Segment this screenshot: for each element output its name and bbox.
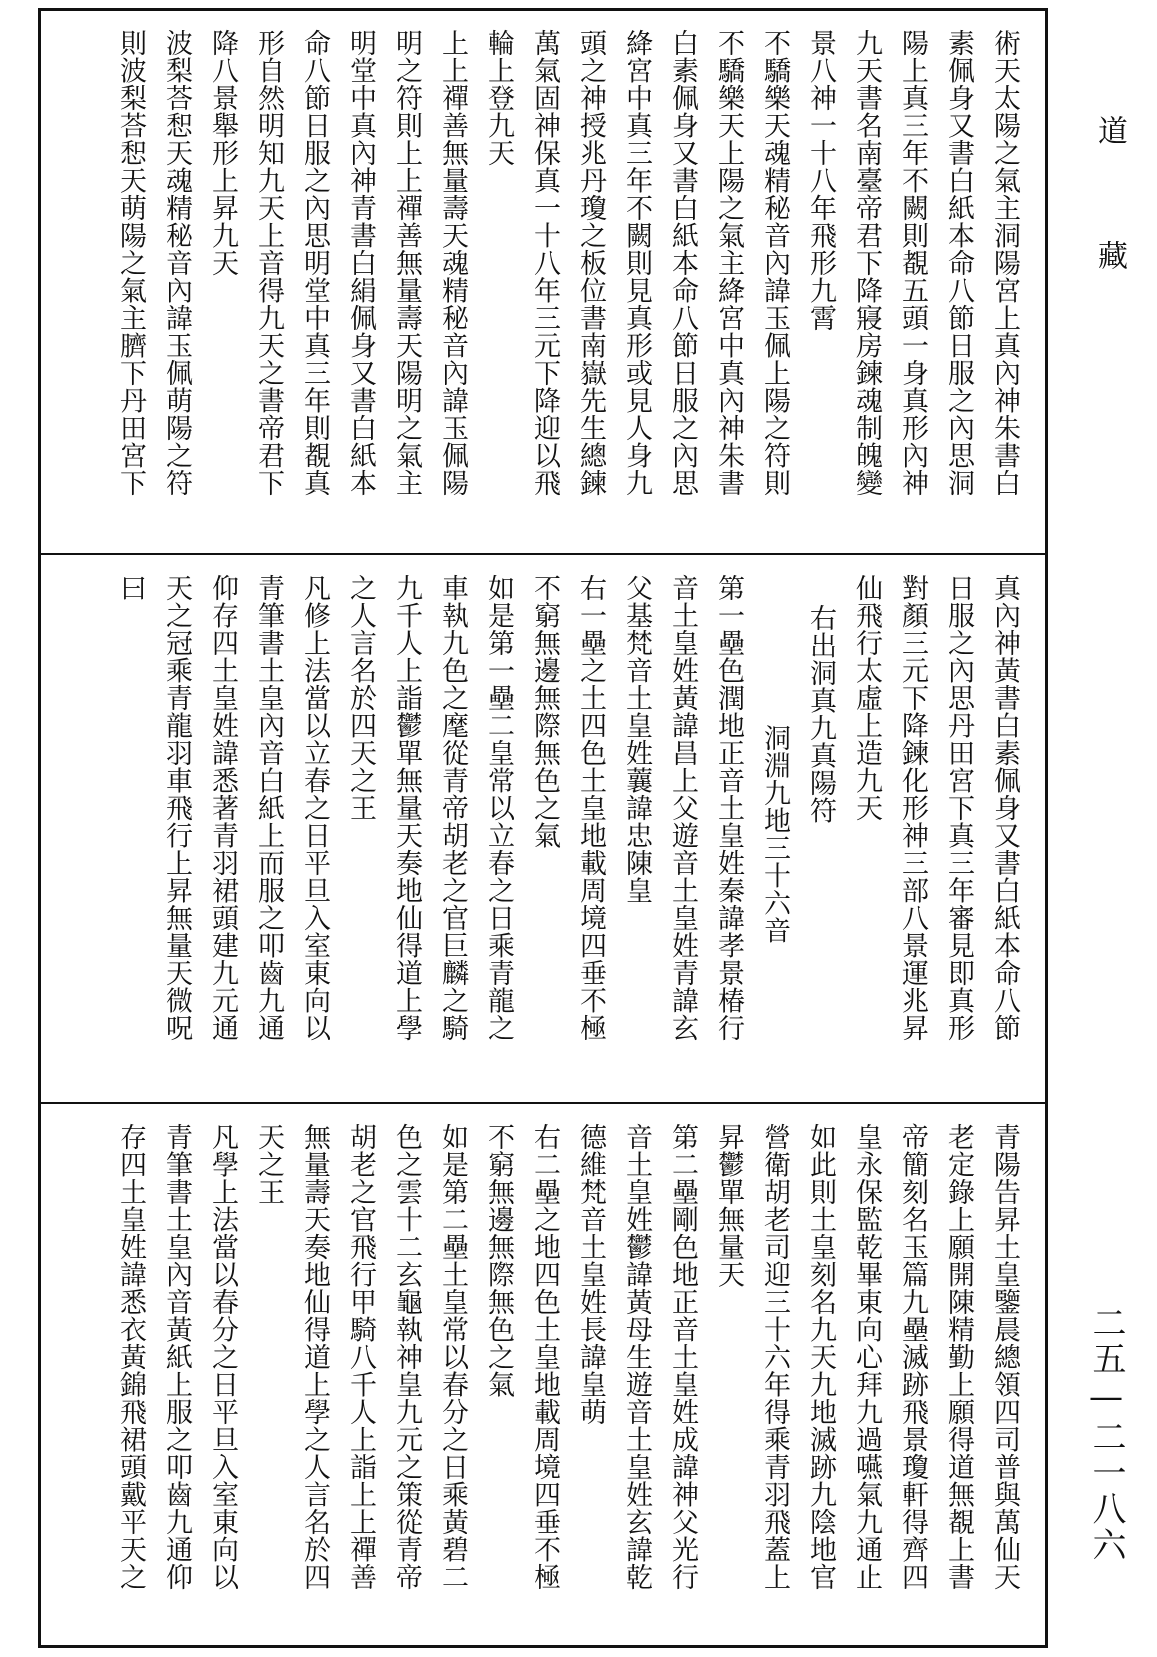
text-column: 白素佩身又書白紙本命八節日服之內思 — [667, 29, 698, 497]
text-column: 術天太陽之氣主洞陽宮上真內神朱書白 — [989, 29, 1020, 497]
register-middle — [41, 556, 1045, 1102]
text-column: 上上禪善無量壽天魂精秘音內諱玉佩陽 — [437, 29, 468, 497]
text-column: 明堂中真內神青書白絹佩身又書白紙本 — [345, 29, 376, 497]
text-column: 頭之神授兆丹瓊之板位書南嶽先生總鍊 — [575, 29, 606, 497]
text-column: 第一壘色潤地正音土皇姓秦諱孝景椿行 — [713, 574, 744, 1042]
text-column: 無量壽天奏地仙得道上學之人言名於四 — [299, 1123, 330, 1591]
text-column: 青筆書土皇內音白紙上而服之叩齒九通 — [253, 574, 284, 1042]
text-column: 德維梵音土皇姓長諱皇萌 — [575, 1123, 606, 1426]
text-column: 命八節日服之內思明堂中真三年則覩真 — [299, 29, 330, 497]
text-column: 音土皇姓黃諱昌上父遊音土皇姓青諱玄 — [667, 574, 698, 1042]
text-column: 右一壘之土四色土皇地載周境四垂不極 — [575, 574, 606, 1042]
section-heading: 洞淵九地三十六音 — [759, 724, 790, 944]
text-column: 明之符則上上禪善無量壽天陽明之氣主 — [391, 29, 422, 497]
text-column: 不窮無邊無際無色之氣 — [529, 574, 560, 849]
text-column: 老定錄上願開陳精勤上願得道無覩上書 — [943, 1123, 974, 1591]
text-column: 天之王 — [253, 1123, 284, 1206]
text-column: 青陽告昇土皇鑒晨總領四司普與萬仙天 — [989, 1123, 1020, 1591]
text-column: 不窮無邊無際無色之氣 — [483, 1123, 514, 1398]
text-column: 父基梵音土皇姓蘘諱忠陳皇 — [621, 574, 652, 904]
text-column: 帝簡刻名玉篇九壘滅跡飛景瓊軒得齊四 — [897, 1123, 928, 1591]
text-column: 九千人上詣鬱單無量天奏地仙得道上學 — [391, 574, 422, 1042]
text-column: 景八神一十八年飛形九霄 — [805, 29, 836, 332]
text-column: 萬氣固神保真一十八年三元下降迎以飛 — [529, 29, 560, 497]
text-column: 仰存四土皇姓諱悉著青羽裙頭建九元通 — [207, 574, 238, 1042]
text-column: 仙飛行太虛上造九天 — [851, 574, 882, 822]
page-number: 二五—二一八六 — [1086, 1305, 1126, 1563]
register-bottom — [41, 1105, 1045, 1645]
text-column: 存四土皇姓諱悉衣黃錦飛裙頭戴平天之 — [115, 1123, 146, 1591]
text-column: 色之雲十二玄龜執神皇九元之策從青帝 — [391, 1123, 422, 1591]
text-column: 車執九色之麾從青帝胡老之官巨麟之騎 — [437, 574, 468, 1042]
register-divider — [38, 553, 1048, 555]
text-column: 素佩身又書白紙本命八節日服之內思洞 — [943, 29, 974, 497]
text-column: 凡修上法當以立春之日平旦入室東向以 — [299, 574, 330, 1042]
text-column: 如此則土皇刻名九天九地滅跡九陰地官 — [805, 1123, 836, 1591]
text-column: 曰 — [115, 574, 146, 602]
text-column: 降八景舉形上昇九天 — [207, 29, 238, 277]
collection-label: 道 藏 — [1092, 115, 1127, 300]
text-column: 如是第一壘二皇常以立春之日乘青龍之 — [483, 574, 514, 1042]
text-column: 昇鬱單無量天 — [713, 1123, 744, 1288]
register-top — [41, 11, 1045, 553]
text-column: 皇永保監乾畢東向心拜九過嚥氣九通止 — [851, 1123, 882, 1591]
text-column: 不驕樂天魂精秘音內諱玉佩上陽之符則 — [759, 29, 790, 497]
text-column: 右出洞真九真陽符 — [805, 604, 836, 824]
text-column: 不驕樂天上陽之氣主絳宮中真內神朱書 — [713, 29, 744, 497]
register-divider — [38, 1102, 1048, 1104]
text-column: 凡學上法當以春分之日平旦入室東向以 — [207, 1123, 238, 1591]
text-column: 音土皇姓鬱諱黃母生遊音土皇姓玄諱乾 — [621, 1123, 652, 1591]
text-column: 陽上真三年不闕則覩五頭一身真形內神 — [897, 29, 928, 497]
text-column: 真內神黃書白素佩身又書白紙本命八節 — [989, 574, 1020, 1042]
text-column: 九天書名南臺帝君下降寢房鍊魂制魄變 — [851, 29, 882, 497]
text-column: 則波梨荅惒天萌陽之氣主臍下丹田宮下 — [115, 29, 146, 497]
text-column: 形自然明知九天上音得九天之書帝君下 — [253, 29, 284, 497]
text-column: 對顏三元下降鍊化形神三部八景運兆昇 — [897, 574, 928, 1042]
text-column: 之人言名於四天之王 — [345, 574, 376, 822]
text-column: 營衛胡老司迎三十六年得乘青羽飛蓋上 — [759, 1123, 790, 1591]
text-column: 青筆書土皇內音黃紙上服之叩齒九通仰 — [161, 1123, 192, 1591]
text-column: 右二壘之地四色土皇地載周境四垂不極 — [529, 1123, 560, 1591]
text-column: 絳宮中真三年不闕則見真形或見人身九 — [621, 29, 652, 497]
text-column: 天之冠乘青龍羽車飛行上昇無量天微呪 — [161, 574, 192, 1042]
text-column: 日服之內思丹田宮下真三年審見即真形 — [943, 574, 974, 1042]
text-column: 胡老之官飛行甲騎八千人上詣上上禪善 — [345, 1123, 376, 1591]
text-column: 第二壘剛色地正音土皇姓成諱神父光行 — [667, 1123, 698, 1591]
text-column: 輪上登九天 — [483, 29, 514, 167]
text-column: 如是第二壘土皇常以春分之日乘黃碧二 — [437, 1123, 468, 1591]
text-column: 波梨荅惒天魂精秘音內諱玉佩萌陽之符 — [161, 29, 192, 497]
